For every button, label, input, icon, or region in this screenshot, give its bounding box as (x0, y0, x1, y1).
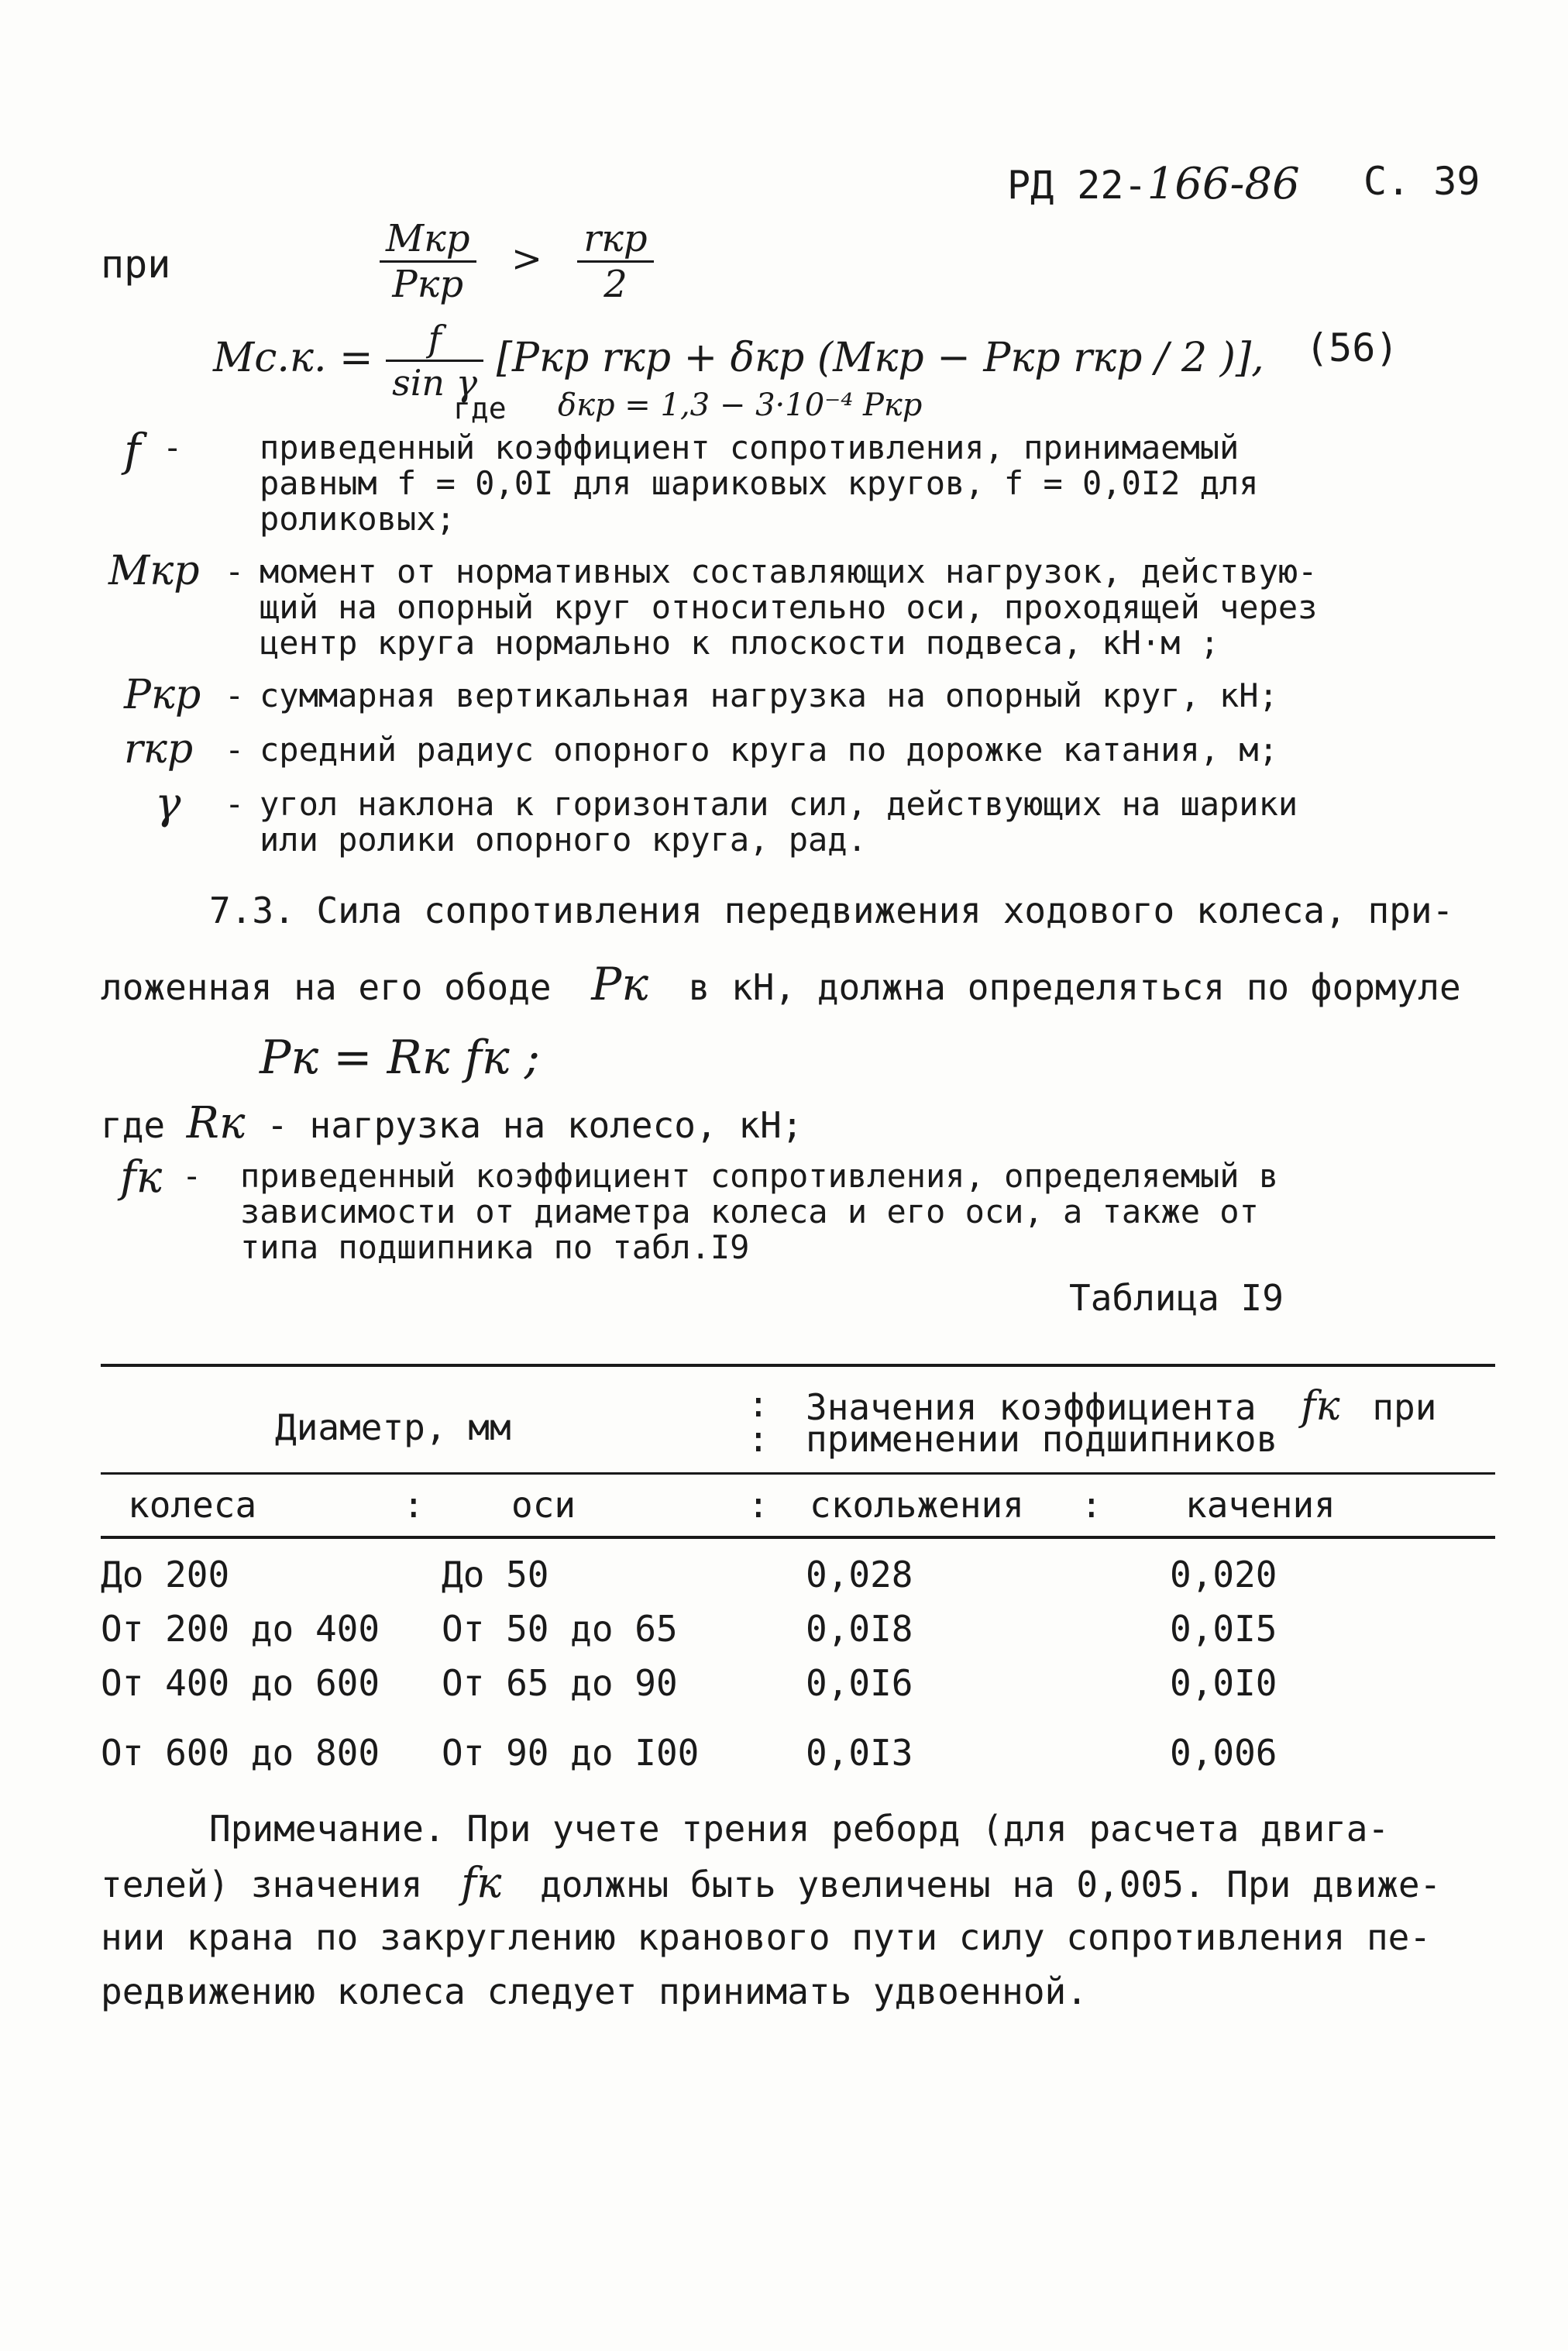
formula-coef-num: f (386, 318, 483, 362)
formula-coef-den: sin γ (392, 362, 478, 404)
table-rule-top (101, 1364, 1495, 1367)
note-text: должны быть увеличены на 0,005. При движе- (540, 1864, 1442, 1905)
def-line: равным f = 0,0I для шариковых кругов, f = 0,0I2 для (260, 464, 1259, 502)
table-header-bearings: применении подшипников (806, 1418, 1278, 1460)
cell-rolling: 0,006 (1170, 1732, 1277, 1774)
para-text: ложенная на его ободе (101, 966, 552, 1008)
header-symbol: fк (1301, 1383, 1340, 1430)
cell-sliding: 0,028 (806, 1554, 913, 1595)
def-line: угол наклона к горизонтали сил, действующих на шарики (260, 785, 1298, 823)
formula-lhs: Mс.к. = (213, 335, 373, 381)
def-line: приведенный коэффициент сопротивления, определяемый в (240, 1157, 1279, 1195)
def-dash: - (163, 429, 183, 466)
cell-wheel: От 600 до 800 (101, 1732, 380, 1774)
definition-rk (101, 1098, 803, 1148)
formula-condition (380, 217, 654, 306)
table-header-sep: : (748, 1418, 769, 1460)
def-dash: - (182, 1157, 202, 1195)
def-symbol: fк (120, 1152, 163, 1203)
note-line3: нии крана по закруглению кранового пути силу сопротивления пе- (101, 1916, 1432, 1958)
header-text: Значения коэффициента (806, 1386, 1257, 1428)
def-text (260, 554, 1317, 661)
def-symbol: γ (155, 779, 181, 829)
def-line: зависимости от диаметра колеса и его оси, а также от (240, 1193, 1259, 1231)
doc-number (1007, 159, 1300, 209)
cell-rolling: 0,0I5 (1170, 1608, 1277, 1650)
condition-num1: Mкр (380, 217, 476, 263)
para-73-line1: 7.3. Сила сопротивления передвижения ходового колеса, при- (209, 890, 1454, 931)
def-symbol: rкр (124, 726, 194, 773)
note-symbol: fк (461, 1858, 502, 1907)
cell-sliding: 0,0I3 (806, 1732, 913, 1774)
table-caption: Таблица I9 (1069, 1277, 1284, 1319)
para-symbol: Pк (591, 958, 648, 1010)
note-line1: Примечание. При учете трения реборд (для расчета двига- (209, 1808, 1390, 1850)
cell-sliding: 0,0I8 (806, 1608, 913, 1650)
delta-definition: δкр = 1,3 − 3·10⁻⁴ Pкр (558, 387, 923, 423)
def-text (260, 430, 1259, 537)
formula-intro: при (101, 242, 171, 287)
def-symbol: Mкр (108, 548, 200, 594)
def-where: где (101, 1104, 166, 1146)
def-symbol: Rк (186, 1098, 246, 1148)
def-text: средний радиус опорного круга по дорожке катания, м; (260, 731, 1278, 769)
condition-den1: Pкр (392, 263, 464, 306)
def-dash: - (225, 552, 245, 590)
def-line: момент от нормативных составляющих нагрузок, действую- (260, 552, 1318, 590)
def-line: центр круга нормально к плоскости подвеса, кН·м ; (260, 624, 1220, 662)
def-line: роликовых; (260, 500, 456, 538)
cell-wheel: От 200 до 400 (101, 1608, 380, 1650)
subheader-sliding: скольжения (810, 1484, 1024, 1526)
cell-sliding: 0,0I6 (806, 1662, 913, 1704)
cell-axle: От 65 до 90 (442, 1662, 678, 1704)
subheader-wheel: колеса (128, 1484, 257, 1526)
def-dash: - (225, 731, 245, 769)
cell-wheel: До 200 (101, 1554, 230, 1595)
def-line: приведенный коэффициент сопротивления, принимаемый (260, 429, 1240, 466)
subheader-axle: оси (511, 1484, 576, 1526)
table-header-diameter: Диаметр, мм (275, 1406, 511, 1448)
table-rule-mid (101, 1472, 1495, 1475)
condition-num2: rкр (577, 217, 653, 263)
def-symbol: Pкр (124, 672, 201, 718)
table-rule-sub (101, 1536, 1495, 1539)
formula-pk: Pк = Rк fк ; (260, 1031, 541, 1085)
def-line: или ролики опорного круга, рад. (260, 821, 867, 859)
def-dash: - (225, 785, 245, 823)
cell-axle: От 50 до 65 (442, 1608, 678, 1650)
header-text: при (1372, 1386, 1437, 1428)
formula-where: где (453, 391, 507, 425)
def-dash: - (225, 676, 245, 714)
cell-wheel: От 400 до 600 (101, 1662, 380, 1704)
def-text: - нагрузка на колесо, кН; (266, 1104, 803, 1146)
def-text: суммарная вертикальная нагрузка на опорный круг, кН; (260, 676, 1278, 714)
note-text: телей) значения (101, 1864, 423, 1905)
def-text (260, 787, 1298, 858)
subheader-rolling: качения (1185, 1484, 1336, 1526)
def-symbol: f (124, 424, 141, 477)
para-text: в кН, должна определяться по формуле (688, 966, 1461, 1008)
def-line: типа подшипника по табл.I9 (240, 1228, 750, 1266)
subheader-sep: : (748, 1484, 769, 1526)
note-line2 (101, 1858, 1442, 1907)
table-header-sep: : (748, 1383, 769, 1425)
cell-axle: От 90 до I00 (442, 1732, 700, 1774)
doc-number-handwritten: 166-86 (1147, 159, 1300, 209)
formula-number: (56) (1305, 325, 1399, 370)
cell-rolling: 0,020 (1170, 1554, 1277, 1595)
def-line: щий на опорный круг относительно оси, проходящей через (260, 588, 1318, 626)
formula-bracket: [Pкр rкр + δкр (Mкр − Pкр rкр / 2 )], (496, 335, 1264, 381)
condition-den2: 2 (603, 263, 628, 306)
condition-op: > (511, 237, 543, 281)
subheader-sep: : (1081, 1484, 1102, 1526)
para-73-line2 (101, 958, 1461, 1010)
def-text (240, 1158, 1278, 1265)
page-number: С. 39 (1363, 159, 1480, 204)
cell-axle: До 50 (442, 1554, 549, 1595)
note-line4: редвижению колеса следует принимать удвоенной. (101, 1971, 1088, 2012)
doc-number-prefix: РД 22- (1007, 163, 1147, 208)
subheader-sep: : (403, 1484, 425, 1526)
cell-rolling: 0,0I0 (1170, 1662, 1277, 1704)
